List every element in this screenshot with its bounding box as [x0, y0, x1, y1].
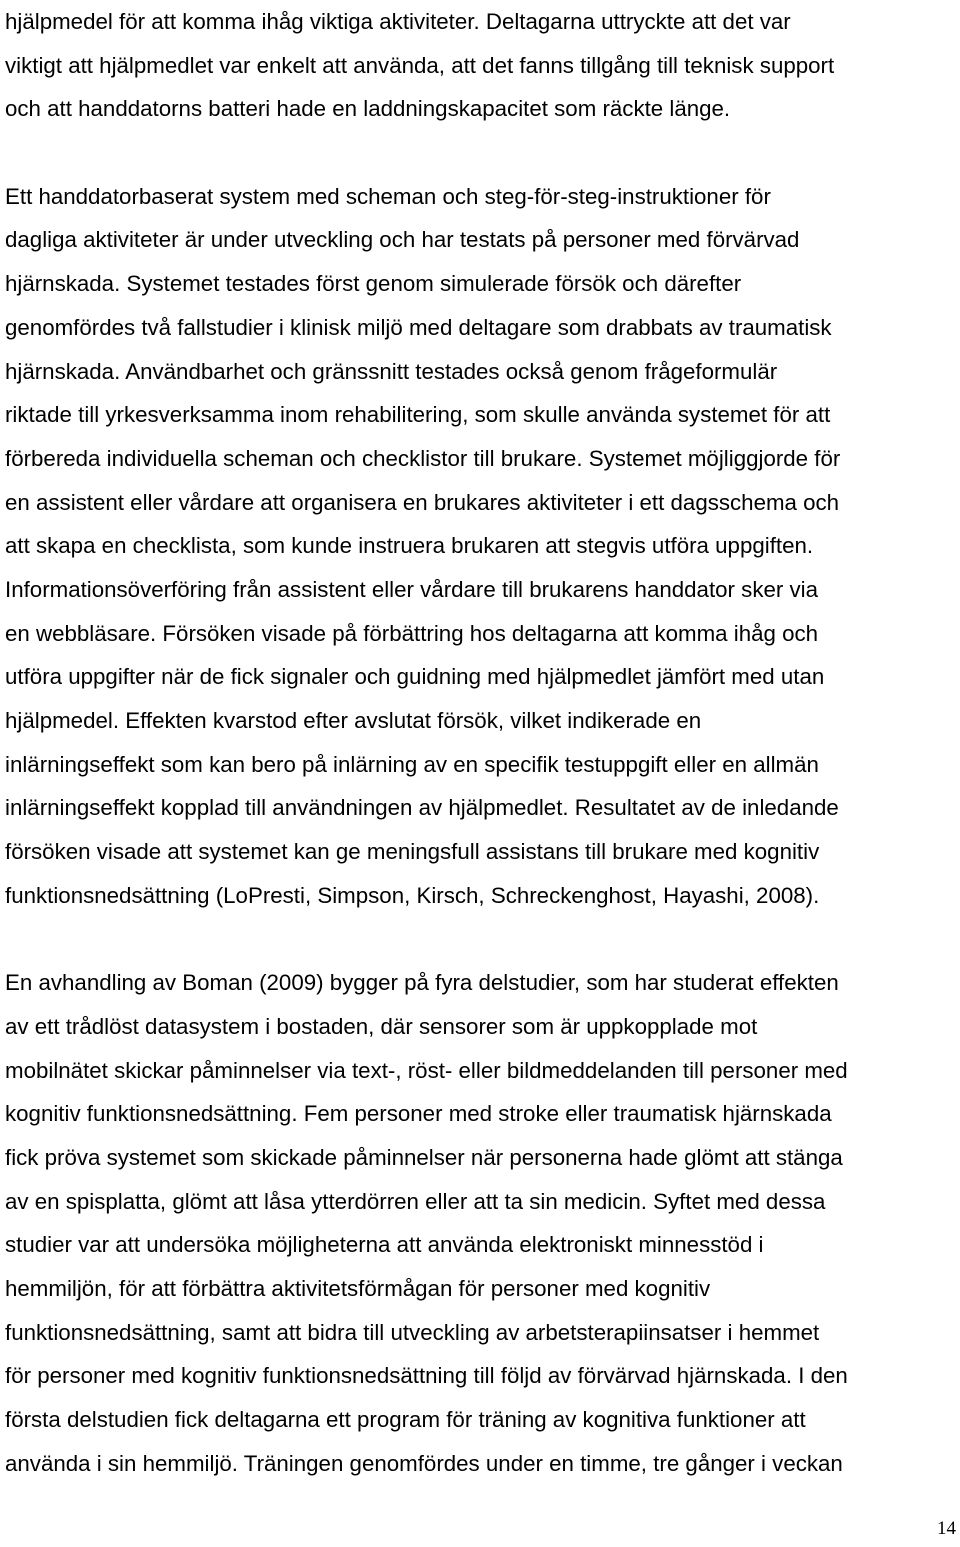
paragraph-2	[5, 175, 955, 918]
text-line: mobilnätet skickar påminnelser via text-, röst- eller bildmeddelanden till personer med	[5, 1057, 848, 1083]
text-line: hjärnskada. Systemet testades först genom simulerade försök och därefter	[5, 271, 742, 297]
text-line: hjälpmedel för att komma ihåg viktiga aktiviteter. Deltagarna uttryckte att det var	[5, 9, 791, 34]
text-line: inlärningseffekt som kan bero på inlärning av en specifik testuppgift eller en allmän	[5, 751, 819, 777]
text-line: hemmiljön, för att förbättra aktivitetsförmågan för personer med kognitiv	[5, 1275, 711, 1301]
text-line: första delstudien fick deltagarna ett program för träning av kognitiva funktioner att	[5, 1407, 806, 1432]
text-line: kognitiv funktionsnedsättning. Fem personer med stroke eller traumatisk hjärnskada	[5, 1101, 832, 1127]
document-body	[5, 0, 955, 1485]
paragraph-3	[5, 961, 955, 1485]
text-line: Ett handdatorbaserat system med scheman och steg-för-steg-instruktioner för	[5, 183, 771, 209]
text-line: riktade till yrkesverksamma inom rehabilitering, som skulle använda systemet för att	[5, 402, 831, 428]
text-line: förbereda individuella scheman och checklistor till brukare. Systemet möjliggjorde för	[5, 445, 841, 471]
text-line: använda i sin hemmiljö. Träningen genomfördes under en timme, tre gånger i veckan	[5, 1450, 843, 1476]
text-line: för personer med kognitiv funktionsnedsättning till följd av förvärvad hjärnskada. I den	[5, 1363, 848, 1389]
text-line: utföra uppgifter när de fick signaler och guidning med hjälpmedlet jämfört med utan	[5, 664, 825, 690]
text-line: dagliga aktiviteter är under utveckling och har testats på personer med förvärvad	[5, 227, 800, 253]
text-line: funktionsnedsättning (LoPresti, Simpson, Kirsch, Schreckenghost, Hayashi, 2008).	[5, 882, 820, 908]
text-line: försöken visade att systemet kan ge meningsfull assistans till brukare med kognitiv	[5, 839, 820, 865]
text-line: hjälpmedel. Effekten kvarstod efter avslutat försök, vilket indikerade en	[5, 708, 702, 733]
text-line: en assistent eller vårdare att organisera en brukares aktiviteter i ett dagsschema och	[5, 489, 840, 515]
text-line: inlärningseffekt kopplad till användningen av hjälpmedlet. Resultatet av de inledande	[5, 795, 839, 821]
paragraph-spacer	[5, 131, 955, 175]
text-line: att skapa en checklista, som kunde instruera brukaren att stegvis utföra uppgiften.	[5, 533, 814, 559]
paragraph-spacer	[5, 917, 955, 961]
text-line: studier var att undersöka möjligheterna att använda elektroniskt minnesstöd i	[5, 1232, 764, 1258]
text-line: En avhandling av Boman (2009) bygger på fyra delstudier, som har studerat effekten	[5, 970, 839, 996]
text-line: och att handdatorns batteri hade en laddningskapacitet som räckte länge.	[5, 96, 731, 122]
paragraph-1	[5, 0, 955, 131]
text-line: fick pröva systemet som skickade påminnelser när personerna hade glömt att stänga	[5, 1144, 843, 1170]
page-number: 14	[937, 1518, 956, 1539]
text-line: av ett trådlöst datasystem i bostaden, där sensorer som är uppkopplade mot	[5, 1013, 758, 1039]
text-line: funktionsnedsättning, samt att bidra till utveckling av arbetsterapiinsatser i hemmet	[5, 1319, 820, 1345]
text-line: viktigt att hjälpmedlet var enkelt att använda, att det fanns tillgång till teknisk support	[5, 52, 835, 78]
text-line: Informationsöverföring från assistent eller vårdare till brukarens handdator sker via	[5, 576, 818, 602]
text-line: hjärnskada. Användbarhet och gränssnitt testades också genom frågeformulär	[5, 358, 778, 384]
text-line: genomfördes två fallstudier i klinisk miljö med deltagare som drabbats av traumatisk	[5, 314, 832, 340]
text-line: av en spisplatta, glömt att låsa ytterdörren eller att ta sin medicin. Syftet med dessa	[5, 1188, 826, 1214]
text-line: en webbläsare. Försöken visade på förbättring hos deltagarna att komma ihåg och	[5, 620, 819, 646]
